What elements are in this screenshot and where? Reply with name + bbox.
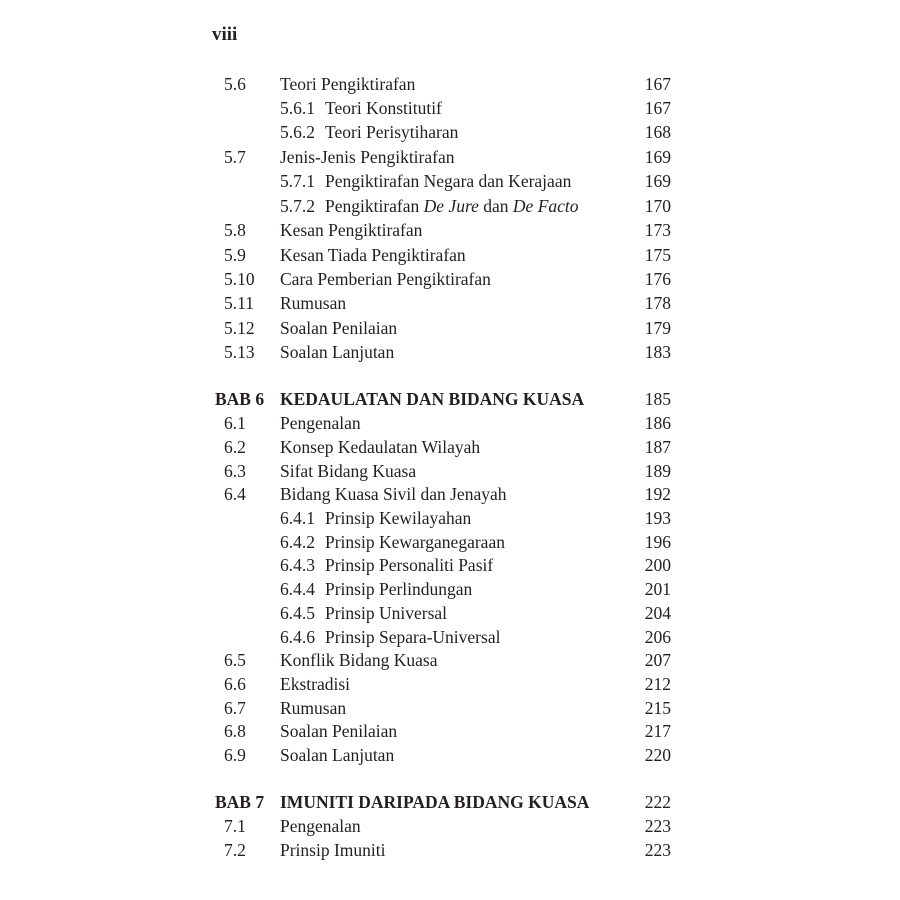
entry-number: 7.2 [224,840,246,860]
toc-entry [0,316,900,340]
toc-subentry [0,120,900,144]
entry-title: Ekstradisi [280,674,350,694]
entry-number: 5.6.2 [280,122,315,142]
toc-chapter [0,790,900,814]
entry-number: 6.6 [224,674,246,694]
toc-entry [0,145,900,169]
toc-entry [0,218,900,242]
toc-subentry [0,577,900,601]
toc-entry [0,267,900,291]
toc-subentry [0,169,900,193]
entry-number: 6.4.4 [280,579,315,599]
entry-number: 6.5 [224,650,246,670]
entry-title: Prinsip Personaliti Pasif [325,555,494,575]
entry-number: 6.4.5 [280,603,315,623]
entry-page: 192 [644,484,671,504]
toc-entry [0,291,900,315]
entry-title: Soalan Lanjutan [280,342,395,362]
title-part: dan [478,196,513,216]
chapter-number: BAB 7 [215,792,265,812]
entry-page: 215 [644,698,671,718]
entry-number: 6.4.6 [280,627,315,647]
chapter-number: BAB 6 [215,389,265,409]
entry-number: 6.1 [224,413,246,433]
toc-entry [0,648,900,672]
entry-title: Konsep Kedaulatan Wilayah [280,437,481,457]
entry-page: 185 [644,389,671,409]
chapter-title: IMUNITI DARIPADA BIDANG KUASA [280,792,590,812]
title-part: Pengiktirafan [325,196,424,216]
entry-title: Prinsip Imuniti [280,840,386,860]
toc-entry [0,743,900,767]
entry-title: Prinsip Universal [325,603,448,623]
entry-page: 187 [644,437,671,457]
entry-page: 169 [644,147,671,167]
entry-page: 176 [644,269,671,289]
entry-number: 6.4.1 [280,508,315,528]
entry-page: 217 [644,721,671,741]
entry-page: 179 [644,318,671,338]
toc-chapter [0,387,900,411]
entry-number: 5.11 [224,293,254,313]
entry-number: 5.7.2 [280,196,315,216]
toc-entry [0,814,900,838]
entry-title: Kesan Pengiktirafan [280,220,423,240]
entry-title: Pengiktirafan Negara dan Kerajaan [325,171,572,191]
entry-title: Cara Pemberian Pengiktirafan [280,269,491,289]
toc-subentry [0,601,900,625]
entry-title [325,194,579,218]
entry-title: Jenis-Jenis Pengiktirafan [280,147,455,167]
entry-page: 200 [644,555,671,575]
entry-number: 5.10 [224,269,255,289]
toc-subentry [0,194,900,218]
entry-page: 222 [644,792,671,812]
toc-entry [0,672,900,696]
entry-page: 220 [644,745,671,765]
entry-page: 212 [644,674,671,694]
entry-title: Soalan Penilaian [280,318,398,338]
entry-number: 5.9 [224,245,246,265]
page-number: viii [212,24,238,45]
entry-page: 201 [644,579,671,599]
entry-number: 6.7 [224,698,246,718]
entry-title: Kesan Tiada Pengiktirafan [280,245,466,265]
toc-subentry [0,96,900,120]
title-italic-part: De Facto [512,196,579,216]
entry-number: 6.8 [224,721,246,741]
toc-subentry [0,530,900,554]
entry-page: 170 [644,196,671,216]
entry-number: 6.3 [224,461,246,481]
entry-title: Teori Konstitutif [325,98,442,118]
entry-title: Sifat Bidang Kuasa [280,461,417,481]
entry-title: Soalan Lanjutan [280,745,395,765]
entry-title: Prinsip Kewilayahan [325,508,472,528]
toc-entry [0,72,900,96]
entry-page: 223 [644,816,671,836]
entry-number: 5.7 [224,147,246,167]
entry-title: Pengenalan [280,816,361,836]
entry-page: 167 [644,74,671,94]
entry-title: Soalan Penilaian [280,721,398,741]
entry-title: Rumusan [280,698,347,718]
entry-page: 223 [644,840,671,860]
title-italic-part: De Jure [423,196,479,216]
entry-page: 193 [644,508,671,528]
entry-page: 189 [644,461,671,481]
entry-title: Konflik Bidang Kuasa [280,650,438,670]
entry-number: 5.13 [224,342,255,362]
entry-page: 169 [644,171,671,191]
entry-title: Pengenalan [280,413,361,433]
entry-number: 5.6 [224,74,246,94]
toc-entry [0,459,900,483]
toc-entry [0,243,900,267]
toc-subentry [0,625,900,649]
entry-number: 5.8 [224,220,246,240]
entry-page: 167 [644,98,671,118]
entry-page: 196 [644,532,671,552]
entry-number: 6.4.2 [280,532,315,552]
entry-title: Rumusan [280,293,347,313]
chapter-title: KEDAULATAN DAN BIDANG KUASA [280,389,585,409]
toc-entry [0,340,900,364]
toc-entry [0,411,900,435]
entry-page: 173 [644,220,671,240]
entry-number: 6.9 [224,745,246,765]
entry-number: 5.12 [224,318,255,338]
entry-title: Prinsip Kewarganegaraan [325,532,505,552]
entry-page: 204 [644,603,671,623]
entry-page: 178 [644,293,671,313]
entry-page: 206 [644,627,671,647]
entry-title: Prinsip Separa-Universal [325,627,501,647]
entry-title: Prinsip Perlindungan [325,579,473,599]
toc-subentry [0,553,900,577]
entry-number: 7.1 [224,816,246,836]
entry-number: 6.4 [224,484,246,504]
entry-title: Teori Pengiktirafan [280,74,416,94]
entry-number: 5.7.1 [280,171,315,191]
entry-title: Bidang Kuasa Sivil dan Jenayah [280,484,507,504]
entry-title: Teori Perisytiharan [325,122,459,142]
entry-number: 6.2 [224,437,246,457]
toc-subentry [0,506,900,530]
entry-page: 183 [644,342,671,362]
toc-entry [0,482,900,506]
entry-page: 207 [644,650,671,670]
toc-entry [0,719,900,743]
entry-page: 168 [644,122,671,142]
entry-page: 186 [644,413,671,433]
entry-number: 5.6.1 [280,98,315,118]
toc-entry [0,696,900,720]
entry-number: 6.4.3 [280,555,315,575]
toc-entry [0,435,900,459]
toc-entry [0,838,900,862]
entry-page: 175 [644,245,671,265]
